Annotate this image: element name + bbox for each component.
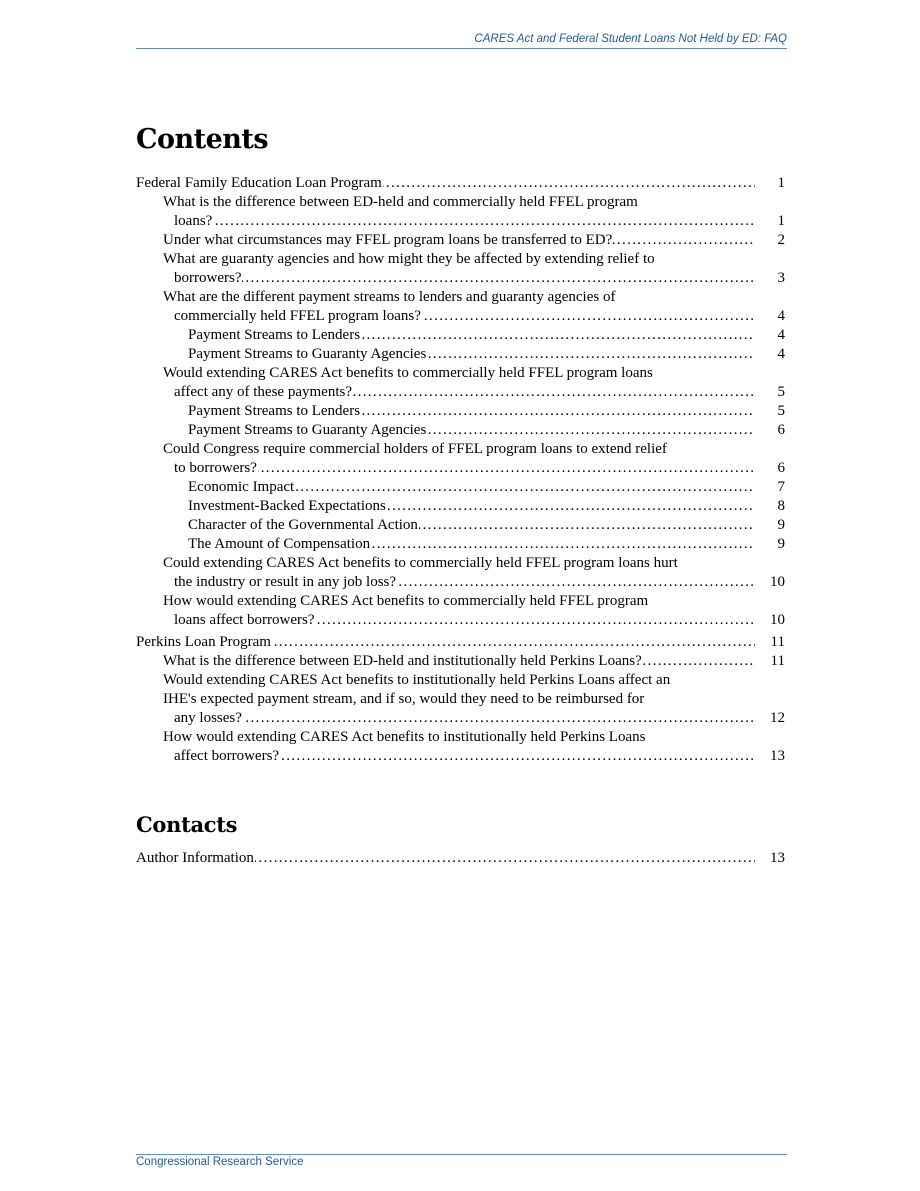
toc-entry-line [163, 307, 785, 326]
toc-entry-text: Payment Streams to Lenders [188, 327, 361, 343]
toc-page-number: 5 [777, 384, 785, 400]
toc-entry-text: The Amount of Compensation [188, 536, 371, 552]
toc-question-entry[interactable] [136, 288, 785, 326]
toc-section-entry[interactable] [136, 174, 785, 193]
toc-page-number: 11 [770, 653, 785, 669]
toc-entry-text: Economic Impact [188, 479, 295, 495]
toc-page-number: 13 [770, 748, 785, 764]
toc-entry-line [163, 231, 785, 250]
toc-page-number: 13 [770, 850, 785, 866]
toc-entry-line [188, 497, 785, 516]
toc-entry-text: Could extending CARES Act benefits to commercially held FFEL program loans hurt [163, 555, 678, 571]
toc-entry-line [188, 516, 785, 535]
toc-question-entry[interactable] [136, 231, 785, 250]
toc-subentry[interactable] [136, 402, 785, 421]
toc-question-entry[interactable] [136, 250, 785, 288]
toc-entry-text: Payment Streams to Guaranty Agencies [188, 422, 427, 438]
toc-entry-text: loans? [174, 213, 213, 229]
toc-page-number: 4 [777, 308, 785, 324]
toc-entry-text: affect borrowers? [174, 748, 280, 764]
footer-rule [136, 1154, 787, 1155]
toc-entry-line [163, 459, 785, 478]
toc-entry-text: Author Information [136, 850, 254, 866]
toc-entry-line [188, 421, 785, 440]
toc-entry-line [163, 212, 785, 231]
toc-entry-line [163, 573, 785, 592]
toc-entry-text: Investment-Backed Expectations [188, 498, 386, 514]
toc-page-number: 6 [777, 460, 785, 476]
toc-page-number: 9 [777, 517, 785, 533]
toc-entry-line [188, 478, 785, 497]
toc-entry-text: How would extending CARES Act benefits to commercially held FFEL program [163, 593, 649, 609]
toc-subentry[interactable] [136, 421, 785, 440]
toc-entry-line [163, 747, 785, 766]
toc-page-number: 7 [777, 479, 785, 495]
toc-question-entry[interactable] [136, 554, 785, 592]
toc-page-number: 9 [777, 536, 785, 552]
contacts-list [136, 849, 785, 868]
toc-entry-text: Federal Family Education Loan Program [136, 175, 382, 191]
toc-question-entry[interactable] [136, 671, 785, 728]
toc-entry-line [188, 535, 785, 554]
toc-entry-text: Perkins Loan Program [136, 634, 271, 650]
toc-entry-text: Could Congress require commercial holders of FFEL program loans to extend relief [163, 441, 667, 457]
toc-entry-text: What are the different payment streams to lenders and guaranty agencies of [163, 289, 616, 305]
toc-page-number: 10 [770, 612, 785, 628]
toc-entry-line [136, 633, 785, 652]
toc-entry-text: Payment Streams to Lenders [188, 403, 361, 419]
toc-entry-line [188, 345, 785, 364]
toc-page-number: 11 [770, 634, 785, 650]
contents-title: Contents [136, 124, 269, 155]
toc-entry-line [136, 849, 785, 868]
toc-entry-text: any losses? [174, 710, 242, 726]
toc-page-number: 10 [770, 574, 785, 590]
contacts-title: Contacts [136, 812, 238, 837]
toc-subentry[interactable] [136, 345, 785, 364]
toc-entry-line [188, 402, 785, 421]
toc-page-number: 1 [777, 213, 785, 229]
toc-section-entry[interactable] [136, 633, 785, 652]
toc-entry-text: Under what circumstances may FFEL program loans be transferred to ED? [163, 232, 613, 248]
toc-entry-text: What are guaranty agencies and how might they be affected by extending relief to [163, 251, 655, 267]
toc-entry-line [163, 383, 785, 402]
toc-page-number: 12 [770, 710, 785, 726]
header-rule [136, 48, 787, 49]
toc-entry-text: Payment Streams to Guaranty Agencies [188, 346, 427, 362]
toc-entry-text: loans affect borrowers? [174, 612, 315, 628]
toc-question-entry[interactable] [136, 652, 785, 671]
toc-entry-line [163, 269, 785, 288]
toc-question-entry[interactable] [136, 193, 785, 231]
toc-entry-text: What is the difference between ED-held and institutionally held Perkins Loans? [163, 653, 642, 669]
running-header: CARES Act and Federal Student Loans Not Held by ED: FAQ [474, 33, 787, 45]
toc-subentry[interactable] [136, 497, 785, 516]
toc-subentry[interactable] [136, 478, 785, 497]
toc-entry-text: Would extending CARES Act benefits to institutionally held Perkins Loans affect an [163, 672, 671, 688]
toc-entry-line [163, 611, 785, 630]
toc-entry-text: Character of the Governmental Action [188, 517, 418, 533]
toc-subentry[interactable] [136, 326, 785, 345]
toc-page-number: 2 [777, 232, 785, 248]
toc-entry-text: How would extending CARES Act benefits to institutionally held Perkins Loans [163, 729, 646, 745]
toc-entry-text: What is the difference between ED-held and commercially held FFEL program [163, 194, 638, 210]
toc-entry-line [136, 174, 785, 193]
toc-subentry[interactable] [136, 535, 785, 554]
toc-page-number: 6 [777, 422, 785, 438]
toc-page-number: 1 [777, 175, 785, 191]
toc-page-number: 5 [777, 403, 785, 419]
toc-entry-text: the industry or result in any job loss? [174, 574, 397, 590]
table-of-contents [136, 174, 785, 766]
toc-question-entry[interactable] [136, 592, 785, 630]
toc-entry-text: Would extending CARES Act benefits to commercially held FFEL program loans [163, 365, 653, 381]
toc-page-number: 4 [777, 346, 785, 362]
toc-entry-line [188, 326, 785, 345]
toc-question-entry[interactable] [136, 728, 785, 766]
toc-question-entry[interactable] [136, 364, 785, 402]
toc-page-number: 4 [777, 327, 785, 343]
toc-question-entry[interactable] [136, 440, 785, 478]
toc-entry-text: borrowers? [174, 270, 242, 286]
toc-entry-text: to borrowers? [174, 460, 257, 476]
toc-entry-line [163, 709, 785, 728]
toc-entry-text: IHE's expected payment stream, and if so, would they need to be reimbursed for [163, 691, 645, 707]
toc-section-entry[interactable] [136, 849, 785, 868]
toc-page-number: 3 [777, 270, 785, 286]
toc-entry-line [163, 652, 785, 671]
toc-entry-text: commercially held FFEL program loans? [174, 308, 421, 324]
toc-entry-text: affect any of these payments? [174, 384, 352, 400]
toc-page-number: 8 [777, 498, 785, 514]
footer-publisher: Congressional Research Service [136, 1156, 304, 1168]
toc-subentry[interactable] [136, 516, 785, 535]
